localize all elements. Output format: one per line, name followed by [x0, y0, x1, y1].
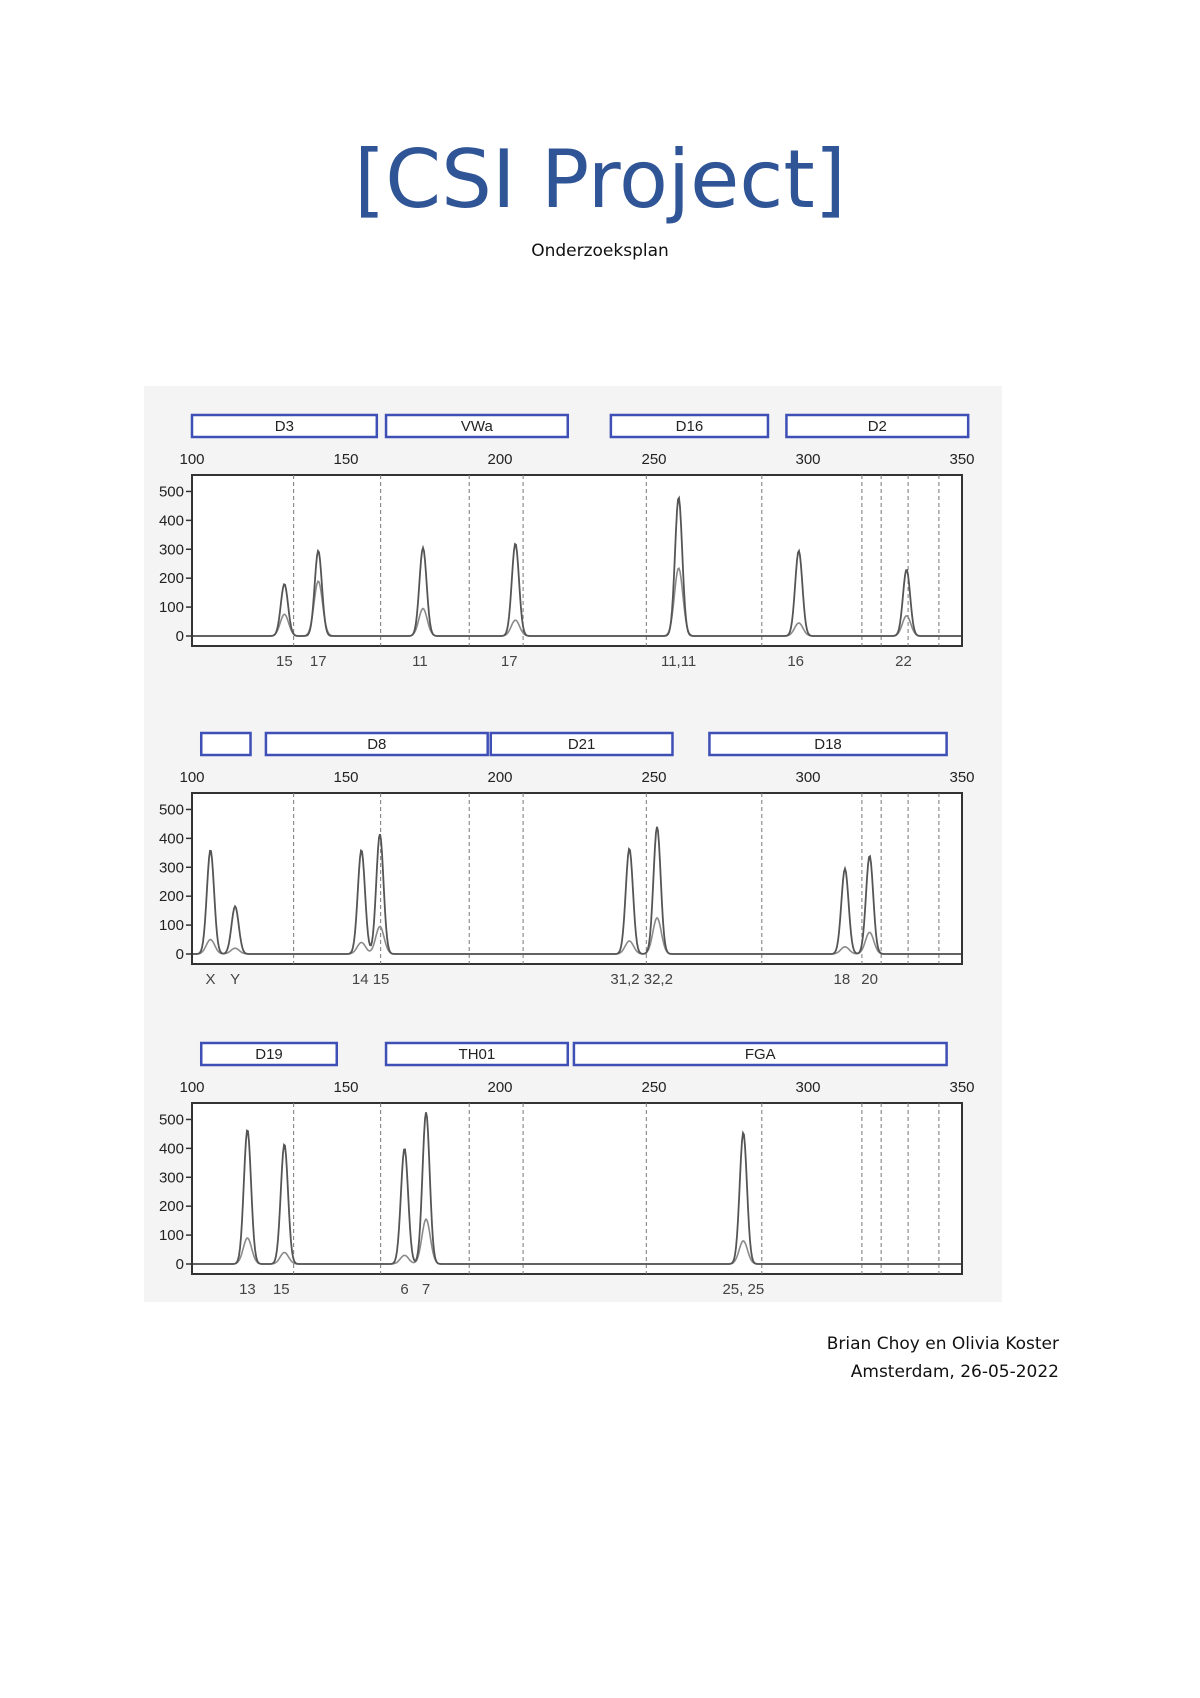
y-tick-label: 0 — [175, 1256, 184, 1273]
marker-label: D18 — [814, 736, 842, 753]
allele-label: 17 — [309, 653, 327, 670]
marker-label: D16 — [675, 418, 704, 435]
allele-label: Y — [230, 971, 241, 988]
x-tick-label: 150 — [333, 1079, 359, 1096]
marker-label: FGA — [744, 1046, 776, 1063]
plot-frame — [192, 475, 962, 646]
plot-frame — [192, 1103, 962, 1274]
y-tick-label: 300 — [158, 1169, 184, 1187]
x-tick-label: 300 — [795, 769, 821, 786]
credits-block — [827, 1330, 1059, 1386]
x-tick-label: 200 — [487, 769, 513, 786]
y-tick-label: 400 — [158, 830, 184, 848]
marker-label: TH01 — [458, 1046, 496, 1063]
allele-label: 25, 25 — [722, 1281, 765, 1298]
document-title: [CSI Project] — [354, 133, 846, 226]
y-tick-label: 200 — [158, 888, 184, 906]
allele-label: X — [205, 971, 216, 988]
x-tick-label: 100 — [179, 451, 205, 468]
marker-label: D2 — [867, 418, 887, 435]
x-tick-label: 350 — [949, 1079, 975, 1096]
marker-label: VWa — [460, 418, 493, 435]
marker-label: D19 — [255, 1046, 283, 1063]
electropherogram-svg — [144, 386, 1002, 1302]
x-tick-label: 300 — [795, 1079, 821, 1096]
allele-label: 22 — [895, 653, 912, 670]
allele-label: 15 — [272, 1281, 290, 1298]
y-tick-label: 100 — [158, 599, 184, 617]
x-tick-label: 350 — [949, 451, 975, 468]
allele-label: 13 — [239, 1281, 256, 1298]
x-tick-label: 100 — [179, 1079, 205, 1096]
marker-label: D8 — [367, 736, 387, 753]
electropherogram-panel-1 — [159, 415, 975, 670]
allele-label: 17 — [500, 653, 518, 670]
x-tick-label: 250 — [641, 1079, 667, 1096]
authors: Brian Choy en Olivia Koster — [826, 1334, 1059, 1354]
allele-label: 31,2 32,2 — [610, 971, 673, 988]
x-tick-label: 100 — [179, 769, 205, 786]
y-tick-label: 400 — [158, 512, 184, 530]
x-tick-label: 150 — [333, 451, 359, 468]
x-tick-label: 250 — [641, 769, 667, 786]
electropherogram-panel-2 — [159, 733, 975, 988]
y-tick-label: 500 — [158, 1111, 184, 1129]
x-tick-label: 200 — [487, 451, 513, 468]
x-tick-label: 300 — [795, 451, 821, 468]
y-tick-label: 300 — [158, 541, 184, 559]
allele-label: 11 — [412, 653, 428, 670]
y-tick-label: 400 — [158, 1140, 184, 1158]
y-tick-label: 0 — [175, 628, 184, 645]
marker-label: D3 — [274, 418, 294, 435]
y-tick-label: 100 — [158, 917, 184, 935]
allele-label: 7 — [421, 1281, 431, 1298]
document-subtitle: Onderzoeksplan — [531, 241, 669, 261]
allele-label: 20 — [861, 971, 878, 988]
allele-label: 15 — [276, 653, 293, 670]
allele-label: 6 — [400, 1281, 409, 1298]
y-tick-label: 300 — [158, 859, 184, 877]
y-tick-label: 200 — [158, 570, 184, 588]
y-tick-label: 500 — [158, 483, 184, 501]
y-tick-label: 0 — [175, 946, 184, 963]
marker-box — [201, 733, 250, 755]
allele-label: 18 — [833, 971, 851, 988]
x-tick-label: 150 — [333, 769, 359, 786]
electropherogram-panel-3 — [159, 1043, 975, 1298]
marker-label: D21 — [567, 736, 596, 753]
allele-label: 14 15 — [351, 971, 390, 988]
dna-profile-figure — [144, 386, 1002, 1302]
allele-label: 16 — [787, 653, 805, 670]
place-date: Amsterdam, 26-05-2022 — [850, 1362, 1059, 1382]
x-tick-label: 350 — [949, 769, 975, 786]
y-tick-label: 500 — [158, 801, 184, 819]
y-tick-label: 200 — [158, 1198, 184, 1216]
x-tick-label: 250 — [641, 451, 667, 468]
allele-label: 11,11 — [660, 653, 697, 670]
y-tick-label: 100 — [158, 1227, 184, 1245]
x-tick-label: 200 — [487, 1079, 513, 1096]
